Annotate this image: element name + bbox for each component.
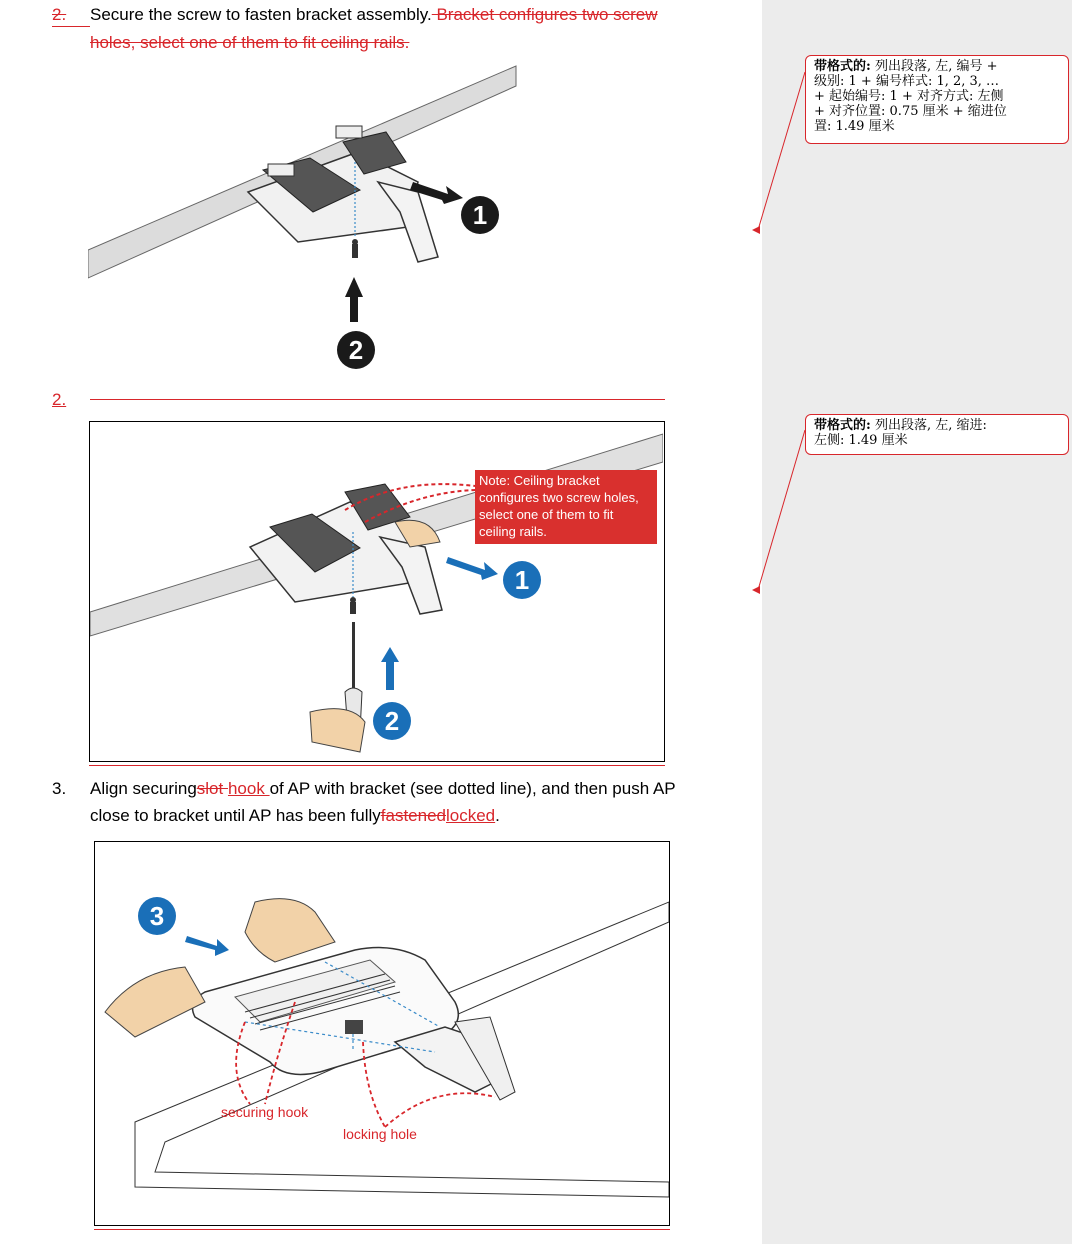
fig1-callout-1: 1 [472,200,488,230]
comment1-line1: 列出段落, 左, 编号 + [870,59,998,74]
step3-inserted-hook: hook [227,779,270,798]
step2-old-text: Secure the screw to fasten bracket assembly. [90,5,432,24]
comment1-line2: 级别: 1 + 编号样式: 1, 2, 3, … [814,74,1000,89]
step3-line1[interactable] [90,779,676,799]
fig2-callout-2: 2 [384,706,400,736]
note-line-4: ceiling rails. [479,524,547,539]
comment1-heading: 带格式的: [814,59,871,74]
step3-inserted-locked: locked [446,806,496,825]
step2-deleted-part1: Bracket configures two screw [431,5,658,24]
figure2-bottom-rule [89,765,665,766]
comment2-line1: 列出段落, 左, 缩进: [870,418,987,433]
comment1-line5: 置: 1.49 厘米 [814,119,895,134]
comment1-line3: + 起始编号: 1 + 对齐方式: 左侧 [814,89,1004,104]
format-comment-1[interactable] [805,55,1069,144]
comment-margin [762,0,1072,1244]
step2-old-line1[interactable] [90,5,658,25]
figure-bracket-install-2 [89,421,665,762]
comment2-line2: 左侧: 1.49 厘米 [814,433,908,448]
format-comment-2[interactable] [805,414,1069,455]
step3-mid: of AP with bracket (see dotted line), and then push AP [269,779,676,798]
comment1-line4: + 对齐位置: 0.75 厘米 + 缩进位 [814,104,1007,119]
step3-number: 3. [52,779,67,798]
step3-deleted-fastened: fastened [380,806,446,825]
note-line-2: configures two screw holes, [479,490,639,505]
deleted-number-rule [52,26,90,27]
step3-line2-pre: close to bracket until AP has been fully [90,806,381,825]
fig3-callout-3: 3 [149,901,165,931]
fig2-callout-1: 1 [514,565,530,595]
step2-new-rule [90,399,665,400]
label-locking-hole: locking hole [343,1126,417,1142]
comment2-heading: 带格式的: [814,418,871,433]
step3-end: . [495,806,500,825]
note-line-1: Note: Ceiling bracket [479,473,600,488]
step3-line2[interactable] [90,806,500,826]
label-securing-hook: securing hook [221,1104,309,1120]
step2-new-number: 2. [52,390,67,409]
step2-deleted-part2: holes, select one of them to fit ceiling rails. [90,33,410,52]
note-line-3: select one of them to fit [479,507,614,522]
ceiling-bracket-note [475,470,657,544]
step3-pre: Align securing [90,779,197,798]
step2-old-number: 2. [52,5,67,24]
figure3-bottom-rule [94,1229,670,1230]
fig1-callout-2: 2 [348,335,364,365]
figure-ap-mount [94,841,670,1226]
figure-bracket-install-1 [88,62,518,372]
step3-deleted-slot: slot [196,779,228,798]
